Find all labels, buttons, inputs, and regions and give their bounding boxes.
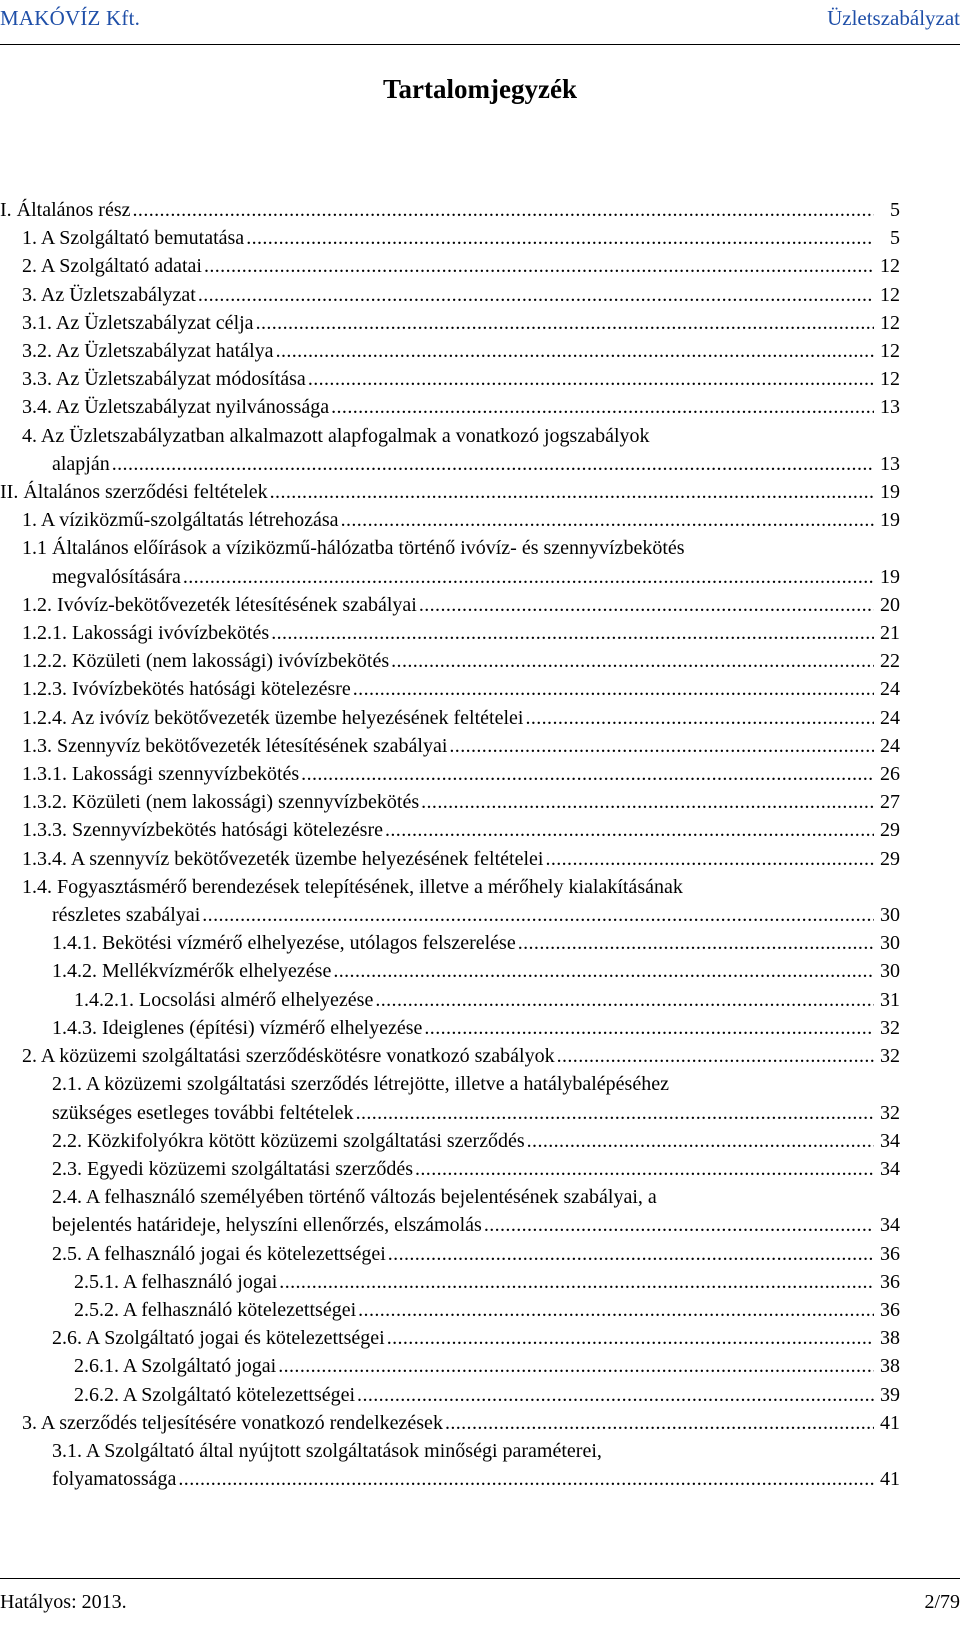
dot-leader bbox=[391, 647, 874, 675]
toc-entry-text: 1.3.3. Szennyvízbekötés hatósági kötelezésre bbox=[22, 819, 383, 842]
toc-page-number: 36 bbox=[880, 1298, 900, 1321]
toc-entry-text: 1.3.4. A szennyvíz bekötővezeték üzembe helyezésének feltételei bbox=[22, 847, 544, 870]
toc-entry-text: 3.3. Az Üzletszabályzat módosítása bbox=[22, 368, 306, 391]
toc-page-number: 13 bbox=[880, 396, 900, 419]
toc-entry-text: 3. A szerződés teljesítésére vonatkozó rendelkezések bbox=[22, 1411, 443, 1434]
toc-entry[interactable] bbox=[0, 1296, 900, 1324]
document-title: Üzletszabályzat bbox=[827, 6, 960, 30]
dot-leader bbox=[445, 1409, 874, 1437]
dot-leader bbox=[484, 1211, 874, 1239]
toc-entry[interactable] bbox=[0, 252, 900, 280]
toc-entry[interactable] bbox=[0, 1409, 900, 1437]
toc-page-number: 30 bbox=[880, 960, 900, 983]
toc-page-number: 30 bbox=[880, 932, 900, 955]
toc-page-number: 34 bbox=[880, 1157, 900, 1180]
toc-entry[interactable] bbox=[0, 365, 900, 393]
dot-leader bbox=[385, 816, 874, 844]
dot-leader bbox=[353, 675, 874, 703]
toc-entry[interactable] bbox=[0, 534, 900, 590]
toc-entry-text: 1.3.1. Lakossági szennyvízbekötés bbox=[22, 763, 300, 786]
toc-entry-text: 2.6. A Szolgáltató jogai és kötelezettségei bbox=[52, 1327, 385, 1350]
toc-entry-text: 3. Az Üzletszabályzat bbox=[22, 283, 196, 306]
toc-page-number: 13 bbox=[880, 452, 900, 475]
toc-entry[interactable] bbox=[0, 986, 900, 1014]
toc-page-number: 12 bbox=[880, 283, 900, 306]
toc-entry-continuation: folyamatossága bbox=[52, 1468, 177, 1491]
toc-entry-text: 2.5. A felhasználó jogai és kötelezettségei bbox=[52, 1242, 386, 1265]
dot-leader bbox=[358, 1296, 874, 1324]
dot-leader bbox=[331, 393, 874, 421]
dot-leader bbox=[308, 365, 874, 393]
toc-entry-text: 2.6.1. A Szolgáltató jogai bbox=[74, 1355, 277, 1378]
toc-entry-text: 1.2.1. Lakossági ivóvízbekötés bbox=[22, 622, 270, 645]
toc-page-number: 19 bbox=[880, 565, 900, 588]
toc-entry[interactable] bbox=[0, 929, 900, 957]
dot-leader bbox=[421, 788, 874, 816]
toc-entry-text: 1. A Szolgáltató bemutatása bbox=[22, 227, 245, 250]
dot-leader bbox=[545, 845, 874, 873]
toc-page-number: 22 bbox=[880, 650, 900, 673]
dot-leader bbox=[449, 732, 874, 760]
dot-leader bbox=[357, 1381, 874, 1409]
toc-entry-text: II. Általános szerződési feltételek bbox=[0, 481, 268, 504]
toc-entry[interactable] bbox=[0, 196, 900, 224]
page-header bbox=[0, 4, 960, 45]
dot-leader bbox=[356, 1099, 874, 1127]
toc-entry-text: 1.2.4. Az ivóvíz bekötővezeték üzembe helyezésének feltételei bbox=[22, 706, 524, 729]
effective-date: Hatályos: 2013. bbox=[0, 1591, 127, 1613]
toc-page-number: 19 bbox=[880, 509, 900, 532]
toc-entry[interactable] bbox=[0, 675, 900, 703]
toc-page-number: 34 bbox=[880, 1214, 900, 1237]
dot-leader bbox=[278, 1352, 874, 1380]
toc-page-number: 24 bbox=[880, 678, 900, 701]
dot-leader bbox=[276, 337, 874, 365]
toc-entry[interactable] bbox=[0, 619, 900, 647]
toc-entry-text: 2.6.2. A Szolgáltató kötelezettségei bbox=[74, 1383, 356, 1406]
toc-entry[interactable] bbox=[0, 1127, 900, 1155]
page-footer bbox=[0, 1578, 960, 1625]
toc-entry[interactable] bbox=[0, 1240, 900, 1268]
toc-entry-text: 1.3. Szennyvíz bekötővezeték létesítésének szabályai bbox=[22, 734, 448, 757]
toc-heading: Tartalomjegyzék bbox=[383, 74, 577, 104]
toc-page-number: 27 bbox=[880, 791, 900, 814]
toc-entry-continuation: részletes szabályai bbox=[52, 904, 201, 927]
toc-page-number: 29 bbox=[880, 819, 900, 842]
toc-page-number: 20 bbox=[880, 593, 900, 616]
toc-entry-text: 1.3.2. Közületi (nem lakossági) szennyvízbekötés bbox=[22, 791, 420, 814]
dot-leader bbox=[202, 901, 874, 929]
toc-entry[interactable] bbox=[0, 732, 900, 760]
toc-page-number: 5 bbox=[890, 199, 900, 221]
dot-leader bbox=[518, 929, 874, 957]
toc-entry[interactable] bbox=[0, 422, 900, 478]
toc-entry[interactable] bbox=[0, 760, 900, 788]
dot-leader bbox=[387, 1324, 874, 1352]
toc-page-number: 24 bbox=[880, 734, 900, 757]
toc-page-number: 41 bbox=[880, 1468, 900, 1491]
dot-leader bbox=[270, 478, 874, 506]
toc-page-number: 29 bbox=[880, 847, 900, 870]
dot-leader bbox=[133, 196, 874, 224]
toc-entry[interactable] bbox=[0, 1324, 900, 1352]
dot-leader bbox=[246, 224, 874, 252]
toc-entry[interactable] bbox=[0, 1042, 900, 1070]
toc-entry-text: 2.5.2. A felhasználó kötelezettségei bbox=[74, 1298, 357, 1321]
dot-leader bbox=[183, 563, 874, 591]
toc-entry-text: 2. A Szolgáltató adatai bbox=[22, 255, 202, 278]
toc-entry-text: 1. A víziközmű-szolgáltatás létrehozása bbox=[22, 509, 339, 532]
toc-page-number: 26 bbox=[880, 763, 900, 786]
toc-entry[interactable] bbox=[0, 1155, 900, 1183]
toc-entry[interactable] bbox=[0, 1381, 900, 1409]
toc-page-number: 32 bbox=[880, 1101, 900, 1124]
dot-leader bbox=[301, 760, 874, 788]
dot-leader bbox=[341, 506, 874, 534]
toc-page-number: 32 bbox=[880, 1045, 900, 1068]
toc-entry-text: 3.4. Az Üzletszabályzat nyilvánossága bbox=[22, 396, 330, 419]
toc-entry-continuation: bejelentés határideje, helyszíni ellenőrzés, elszámolás bbox=[52, 1214, 482, 1237]
toc-page-number: 34 bbox=[880, 1129, 900, 1152]
toc-entry-text: 1.2.2. Közületi (nem lakossági) ivóvízbekötés bbox=[22, 650, 390, 673]
toc-entry-text: 1.4.2.1. Locsolási almérő elhelyezése bbox=[74, 988, 374, 1011]
toc-entry[interactable] bbox=[0, 1437, 900, 1493]
toc-entry[interactable] bbox=[0, 1014, 900, 1042]
toc-entry-text: 2.4. A felhasználó személyében történő változás bejelentésének szabályai, a bbox=[52, 1186, 657, 1209]
company-name: MAKÓVÍZ Kft. bbox=[0, 6, 141, 30]
toc-entry-text: I. Általános rész bbox=[0, 199, 131, 221]
toc-entry-text: 1.1 Általános előírások a víziközmű-hálózatba történő ivóvíz- és szennyvízbekötés bbox=[22, 537, 685, 560]
page-number: 2/79 bbox=[924, 1591, 960, 1613]
dot-leader bbox=[204, 252, 874, 280]
dot-leader bbox=[419, 591, 874, 619]
toc-entry-text: 2.3. Egyedi közüzemi szolgáltatási szerződés bbox=[52, 1157, 413, 1180]
toc-entry-text: 1.2.3. Ivóvízbekötés hatósági kötelezésre bbox=[22, 678, 351, 701]
toc-entry[interactable] bbox=[0, 337, 900, 365]
dot-leader bbox=[557, 1042, 874, 1070]
dot-leader bbox=[333, 957, 874, 985]
dot-leader bbox=[256, 309, 874, 337]
toc-entry-continuation: alapján bbox=[52, 452, 110, 475]
toc-entry[interactable] bbox=[0, 506, 900, 534]
toc-page-number: 38 bbox=[880, 1355, 900, 1378]
dot-leader bbox=[415, 1155, 874, 1183]
toc-page-number: 5 bbox=[890, 227, 900, 250]
toc-entry-text: 3.2. Az Üzletszabályzat hatálya bbox=[22, 340, 274, 363]
toc-page-number: 31 bbox=[880, 988, 900, 1011]
toc-entry[interactable] bbox=[0, 788, 900, 816]
toc-entry[interactable] bbox=[0, 816, 900, 844]
toc-entry-continuation: szükséges esetleges további feltételek bbox=[52, 1101, 354, 1124]
toc-entry-continuation: megvalósítására bbox=[52, 565, 181, 588]
toc-entry[interactable] bbox=[0, 1183, 900, 1239]
toc-entry[interactable] bbox=[0, 393, 900, 421]
dot-leader bbox=[271, 619, 874, 647]
toc-page-number: 41 bbox=[880, 1411, 900, 1434]
toc-entry[interactable] bbox=[0, 704, 900, 732]
toc-page-number: 38 bbox=[880, 1327, 900, 1350]
toc-entry[interactable] bbox=[0, 873, 900, 929]
toc-entry[interactable] bbox=[0, 224, 900, 252]
toc-page-number: 32 bbox=[880, 1016, 900, 1039]
toc-entry-text: 4. Az Üzletszabályzatban alkalmazott alapfogalmak a vonatkozó jogszabályok bbox=[22, 424, 650, 447]
toc-entry-text: 2.1. A közüzemi szolgáltatási szerződés létrejötte, illetve a hatálybalépéséhez bbox=[52, 1073, 669, 1096]
toc-entry-text: 2.2. Közkifolyókra kötött közüzemi szolgáltatási szerződés bbox=[52, 1129, 525, 1152]
toc-entry[interactable] bbox=[0, 478, 900, 506]
toc-page-number: 36 bbox=[880, 1270, 900, 1293]
toc-entry[interactable] bbox=[0, 647, 900, 675]
toc-page-number: 12 bbox=[880, 255, 900, 278]
toc-entry-text: 3.1. Az Üzletszabályzat célja bbox=[22, 311, 254, 334]
toc-entry[interactable] bbox=[0, 309, 900, 337]
toc-entry[interactable] bbox=[0, 281, 900, 309]
toc-entry-text: 2.5.1. A felhasználó jogai bbox=[74, 1270, 278, 1293]
toc-entry-text: 2. A közüzemi szolgáltatási szerződéskötésre vonatkozó szabályok bbox=[22, 1045, 555, 1068]
dot-leader bbox=[112, 450, 874, 478]
toc-page-number: 39 bbox=[880, 1383, 900, 1406]
dot-leader bbox=[178, 1465, 874, 1493]
table-of-contents bbox=[0, 196, 900, 1493]
toc-entry-text: 1.4.3. Ideiglenes (építési) vízmérő elhelyezése bbox=[52, 1016, 423, 1039]
toc-entry-text: 3.1. A Szolgáltató által nyújtott szolgáltatások minőségi paraméterei, bbox=[52, 1439, 602, 1462]
toc-page-number: 36 bbox=[880, 1242, 900, 1265]
toc-entry[interactable] bbox=[0, 1352, 900, 1380]
toc-page-number: 12 bbox=[880, 340, 900, 363]
toc-entry-text: 1.2. Ivóvíz-bekötővezeték létesítésének szabályai bbox=[22, 593, 417, 616]
toc-page-number: 12 bbox=[880, 311, 900, 334]
dot-leader bbox=[375, 986, 874, 1014]
toc-page-number: 30 bbox=[880, 904, 900, 927]
toc-entry-text: 1.4.2. Mellékvízmérők elhelyezése bbox=[52, 960, 332, 983]
toc-entry[interactable] bbox=[0, 1268, 900, 1296]
toc-entry[interactable] bbox=[0, 957, 900, 985]
toc-entry[interactable] bbox=[0, 845, 900, 873]
toc-page-number: 24 bbox=[880, 706, 900, 729]
toc-entry[interactable] bbox=[0, 1070, 900, 1126]
toc-entry[interactable] bbox=[0, 591, 900, 619]
dot-leader bbox=[388, 1240, 874, 1268]
toc-entry-text: 1.4.1. Bekötési vízmérő elhelyezése, utólagos felszerelése bbox=[52, 932, 516, 955]
toc-page-number: 19 bbox=[880, 481, 900, 504]
dot-leader bbox=[279, 1268, 874, 1296]
toc-page-number: 12 bbox=[880, 368, 900, 391]
toc-entry-text: 1.4. Fogyasztásmérő berendezések telepítésének, illetve a mérőhely kialakításának bbox=[22, 875, 683, 898]
dot-leader bbox=[527, 1127, 874, 1155]
toc-page-number: 21 bbox=[880, 622, 900, 645]
dot-leader bbox=[198, 281, 874, 309]
dot-leader bbox=[525, 704, 874, 732]
dot-leader bbox=[424, 1014, 874, 1042]
